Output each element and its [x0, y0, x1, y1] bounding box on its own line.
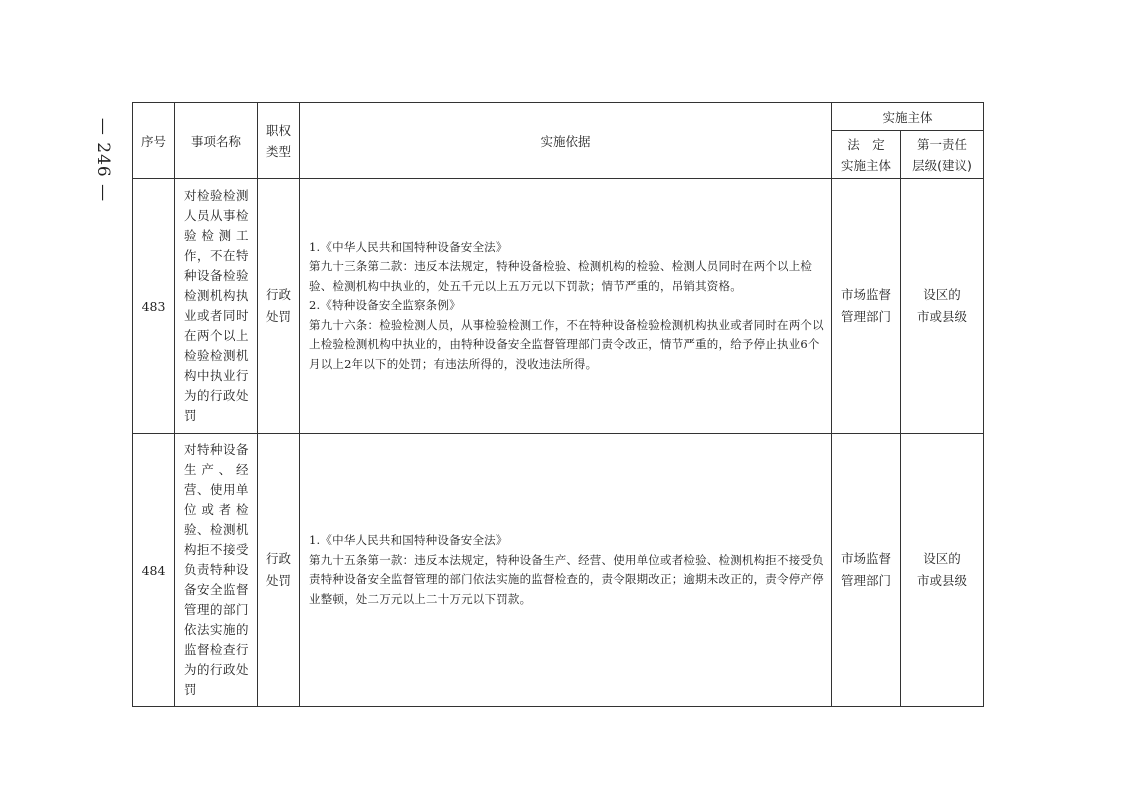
row-level — [901, 434, 984, 707]
row-level — [901, 179, 984, 434]
header-level — [901, 131, 984, 179]
row-item-name: 对特种设备生产、经营、使用单位或者检验、检测机构拒不接受负责特种设备安全监督管理的部门依法实施的监督检查行为的行政处罚 — [175, 434, 258, 707]
header-type — [258, 103, 300, 179]
basis-law-title: 2.《特种设备安全监察条例》 — [309, 298, 461, 313]
row-item-name: 对检验检测人员从事检验检测工作，不在特种设备检验检测机构执业或者同时在两个以上检验检测机构中执业行为的行政处罚 — [175, 179, 258, 434]
header-level-line1: 第一责任 — [917, 136, 968, 152]
basis-article: 第九十三条第二款：违反本法规定，特种设备检验、检测机构的检验、检测人员同时在两个以上检验、检测机构中执业的，处五千元以上五万元以下罚款；情节严重的，吊销其资格。 — [309, 259, 813, 293]
row-type-line2: 处罚 — [265, 573, 291, 588]
basis-law-title: 1.《中华人民共和国特种设备安全法》 — [309, 533, 508, 547]
table-row — [133, 434, 984, 707]
row-type-line1: 行政 — [265, 551, 291, 566]
row-seq: 483 — [133, 179, 175, 434]
header-legal-line2: 实施主体 — [840, 157, 891, 173]
row-level-line1: 设区的 — [923, 551, 961, 566]
row-level-line2: 市或县级 — [917, 573, 968, 588]
row-type-line2: 处罚 — [265, 309, 291, 324]
header-basis: 实施依据 — [300, 103, 832, 179]
row-type-line1: 行政 — [265, 287, 291, 302]
header-level-line2: 层级(建议) — [912, 157, 972, 173]
page-number — [86, 100, 120, 220]
row-legal-line1: 市场监督 — [840, 287, 891, 302]
row-type — [258, 179, 300, 434]
page-number-text: — 246 — — [93, 117, 113, 203]
header-subject: 实施主体 — [832, 103, 984, 131]
table-row — [133, 179, 984, 434]
header-name: 事项名称 — [175, 103, 258, 179]
row-legal-subject — [832, 434, 901, 707]
row-basis — [300, 179, 832, 434]
header-legal-subject — [832, 131, 901, 179]
row-seq: 484 — [133, 434, 175, 707]
basis-article: 第九十六条：检验检测人员，从事检验检测工作，不在特种设备检验检测机构执业或者同时在两个以上检验检测机构中执业的，由特种设备安全监督管理部门责令改正，情节严重的，给予停止执业6个月以上2年以下的处罚；有违法所得的，没收违法所得。 — [309, 317, 824, 371]
header-seq: 序号 — [133, 103, 175, 179]
row-legal-line2: 管理部门 — [840, 573, 891, 588]
header-type-line1: 职权 — [265, 122, 291, 138]
row-level-line2: 市或县级 — [917, 309, 968, 324]
row-level-line1: 设区的 — [923, 287, 961, 302]
basis-law-title: 1.《中华人民共和国特种设备安全法》 — [309, 239, 508, 254]
header-legal-line1: 法 定 — [847, 136, 885, 152]
row-legal-line2: 管理部门 — [840, 309, 891, 324]
row-legal-line1: 市场监督 — [840, 551, 891, 566]
row-type — [258, 434, 300, 707]
basis-article: 第九十五条第一款：违反本法规定，特种设备生产、经营、使用单位或者检验、检测机构拒不接受负责特种设备安全监督管理的部门依法实施的监督检查的，责令限期改正；逾期未改正的，责令停产停业整顿，处二万元以上二十万元以下罚款。 — [309, 552, 824, 606]
row-basis — [300, 434, 832, 707]
header-row-1 — [133, 103, 984, 131]
header-type-line2: 类型 — [265, 143, 291, 159]
row-legal-subject — [832, 179, 901, 434]
enforcement-items-table — [132, 102, 984, 707]
